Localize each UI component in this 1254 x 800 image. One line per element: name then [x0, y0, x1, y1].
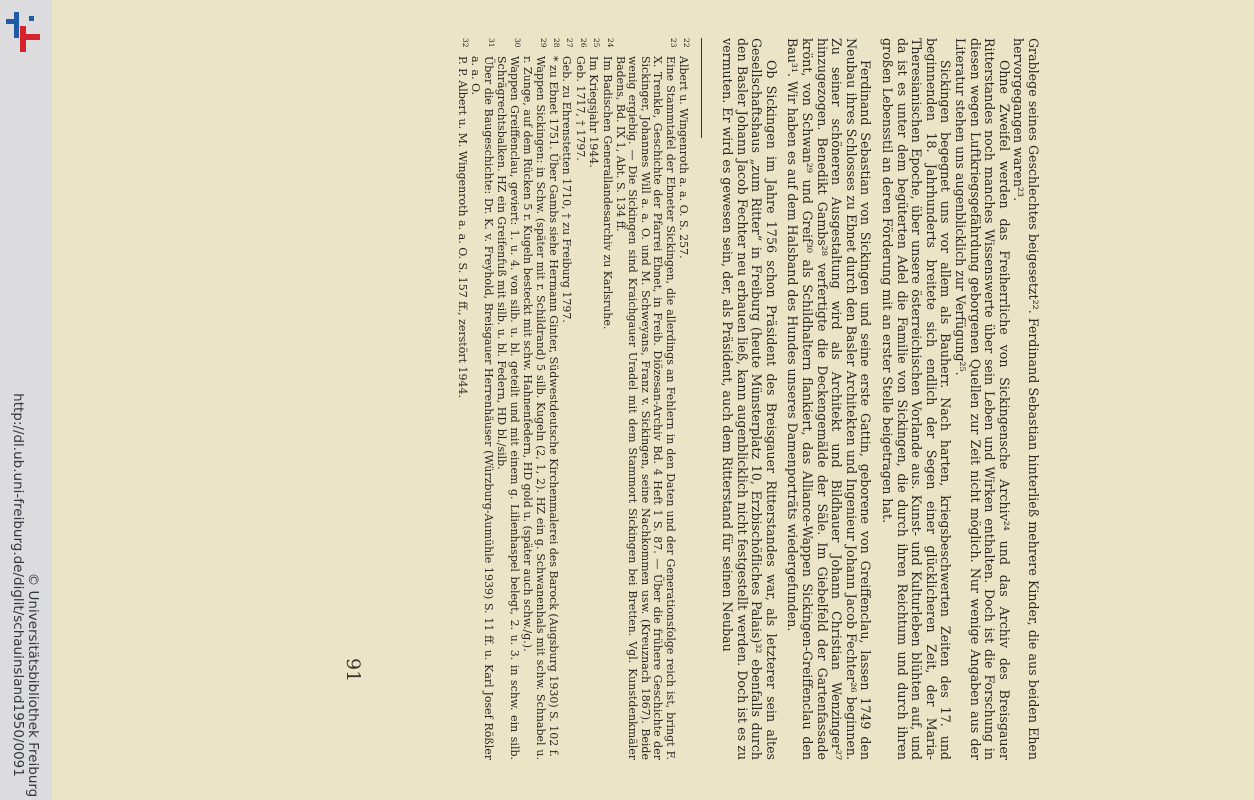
footnote: 23 Eine Stammtafel der Ebneter Sickingen, die allerdings an Fehlern in den Daten und der Generationsfolge reich ist, bringt F. X. Trenkle, Geschichte der Pfarrei Ebnet, in Freib. Diözesan-Archiv Bd. 4 Heft 1 S. 87. — Über die frühere Geschichte der Sickinger, Johannes Will a. a. O. und M. Schweyans, Franz v. Sickingen, seine Nachkommen usw. (Kreuznach 1867). Beide wenig ergiebig. — Die Sickingen sind Kraichgauer Uradel mit dem Stammort Sickingen bei Bretten. Vgl. Kunstdenkmäler Badens, Bd. IX 1, Abt. S. 134 ff. [613, 38, 678, 760]
footnote: 26 Geb. 1717, † 1797. [573, 38, 588, 161]
footnote: 31 Über die Baugeschichte: Dr. K. v. Freyhold, Breisgauer Herrenhäuser (Würzburg-Aumühle 1939) S. 11 ff. u. Karl Josef Rößler a. a. O. [469, 38, 496, 760]
footnote: 22 Albert u. Wingenroth a. a. O. S. 257. [677, 38, 691, 259]
footnote: 30 Wappen Greiffenclau, geviert: 1. u. 4. von silb. u. bl. geteilt und mit einem g. Lilienhaspel belegt, 2. u. 3. in schw. ein silb. Schrägrechtsbalken. HZ ein Greifenfuß mit silb. u. bl. Federn, HD bl./silb. [495, 38, 522, 760]
footnote: 29 Wappen Sickingen: in Schw. (später mit r. Schildrand) 5 silb. Kugeln (2, 1, 2). HZ ein g. Schwanenhals mit schw. Schnabel u. r. Zunge, auf dem Rücken 5 r. Kugeln besteckt mit schw. Hahnenfedern, HD gold u. (später auch schw./g.). [521, 38, 548, 760]
body-text [720, 38, 1040, 760]
footnote-separator [701, 38, 702, 138]
paragraph: Grablege seines Geschlechtes beigesetzt²². Ferdinand Sebastian hinterließ mehrere Kinder, die aus beiden Ehen hervorgegangen waren²³. [1011, 38, 1041, 760]
footnote: 28 * zu Ebnet 1751. Über Gambs siehe Hermann Ginter, Südwestdeutsche Kirchenmalerei des Barock (Augsburg 1930) S. 102 f. [546, 38, 561, 757]
paragraph: Ferdinand Sebastian von Sickingen und seine erste Gattin, geborene von Greiffenclau, lassen 1749 den Neubau ihres Schlosses zu Ebnet durch den Basler Architekten und Ingenieur Johann Jacob Fechter²⁶ beginnen. Zu seiner schöneren Ausgestaltung wird als Architekt und Bildhauer Johann Christian Wenzinger²⁷ hinzugezogen. Benedikt Gambs²⁸ verfertigte die Deckengemälde der Säle. Im Giebelfeld der Gartenfassade krönt, von Schwan²⁹ und Greif³⁰ als Schildhaltern flankiert, das Alliance-Wappen Sickingen-Greiffenclau den Bau³¹. Wir haben es auf dem Halsband des Hundes unseres Damenporträts wiedergefunden. [785, 38, 874, 760]
paragraph: Ohne Zweifel werden das Freiherrliche von Sickingensche Archiv²⁴ und das Archiv des Breisgauer Ritterstandes noch manches Wissenswerte über sein Leben und Wirken enthalten. Doch ist die Forschung in diesen wegen Luftkriegsgefährdung geborgenen Quellen zur Zeit nicht möglich. Nur wenige Angaben aus der Literatur stehen uns augenblicklich zur Verfügung²⁵. [953, 38, 1012, 760]
university-logo-icon[interactable] [3, 8, 43, 52]
footnote: 27 Geb. zu Ehrenstetten 1710, † zu Freiburg 1797. [560, 38, 575, 323]
copyright-notice: © Universitätsbibliothek Freiburg [25, 572, 41, 798]
footnote: 24 Im Badischen Generallandesarchiv zu Karlsruhe. [600, 38, 615, 330]
scanned-page [52, 0, 1254, 800]
viewer-sidebar [0, 0, 53, 800]
source-url[interactable]: http://dl.ub.uni-freiburg.de/diglit/schauinsland1950/0091 [10, 393, 26, 777]
rotated-page-content [52, 0, 1254, 800]
paragraph: Ob Sickingen im Jahre 1756 schon Präsident des Breisgauer Ritterstandes war, als letzterer sein altes Gesellschaftshaus „zum Ritter“ in Freiburg (heute Münsterplatz 10, Erzbischöfliches Palais)³² ebenfalls durch den Basler Johann Jacob Fechter neu erbauen ließ, kann augenblicklich nicht festgestellt werden. Doch ist es zu vermuten. Er wird es gewesen sein, der, als Präsident, auch dem Ritterstand für seinen Neubau [720, 38, 779, 760]
footnote: 25 Im Kriegsjahr 1944. [587, 38, 602, 168]
footnotes [455, 38, 689, 760]
page-number: 91 [342, 658, 364, 683]
paragraph: Sickingen begegnet uns vor allem als Bauherr. Nach harten, kriegsbeschwerten Zeiten des 17. und beginnenden 18. Jahrhunderts breitete sich endlich der Segen einer glücklicheren Zeit, der Maria-Theresianischen Epoche, über unsere österreichischen Vorlande aus. Kunst- und Kulturleben blühten auf, und da ist es unter dem begüterten Adel die Familie von Sickingen, die durch ihren Reichtum und durch ihren großen Lebensstil an deren Förderung mit an erster Stelle beigetragen hat. [880, 38, 954, 760]
footnote: 32 P. P. Albert u. M. Wingenroth a. a. O. S. 157 ff., zerstört 1944. [456, 38, 471, 399]
